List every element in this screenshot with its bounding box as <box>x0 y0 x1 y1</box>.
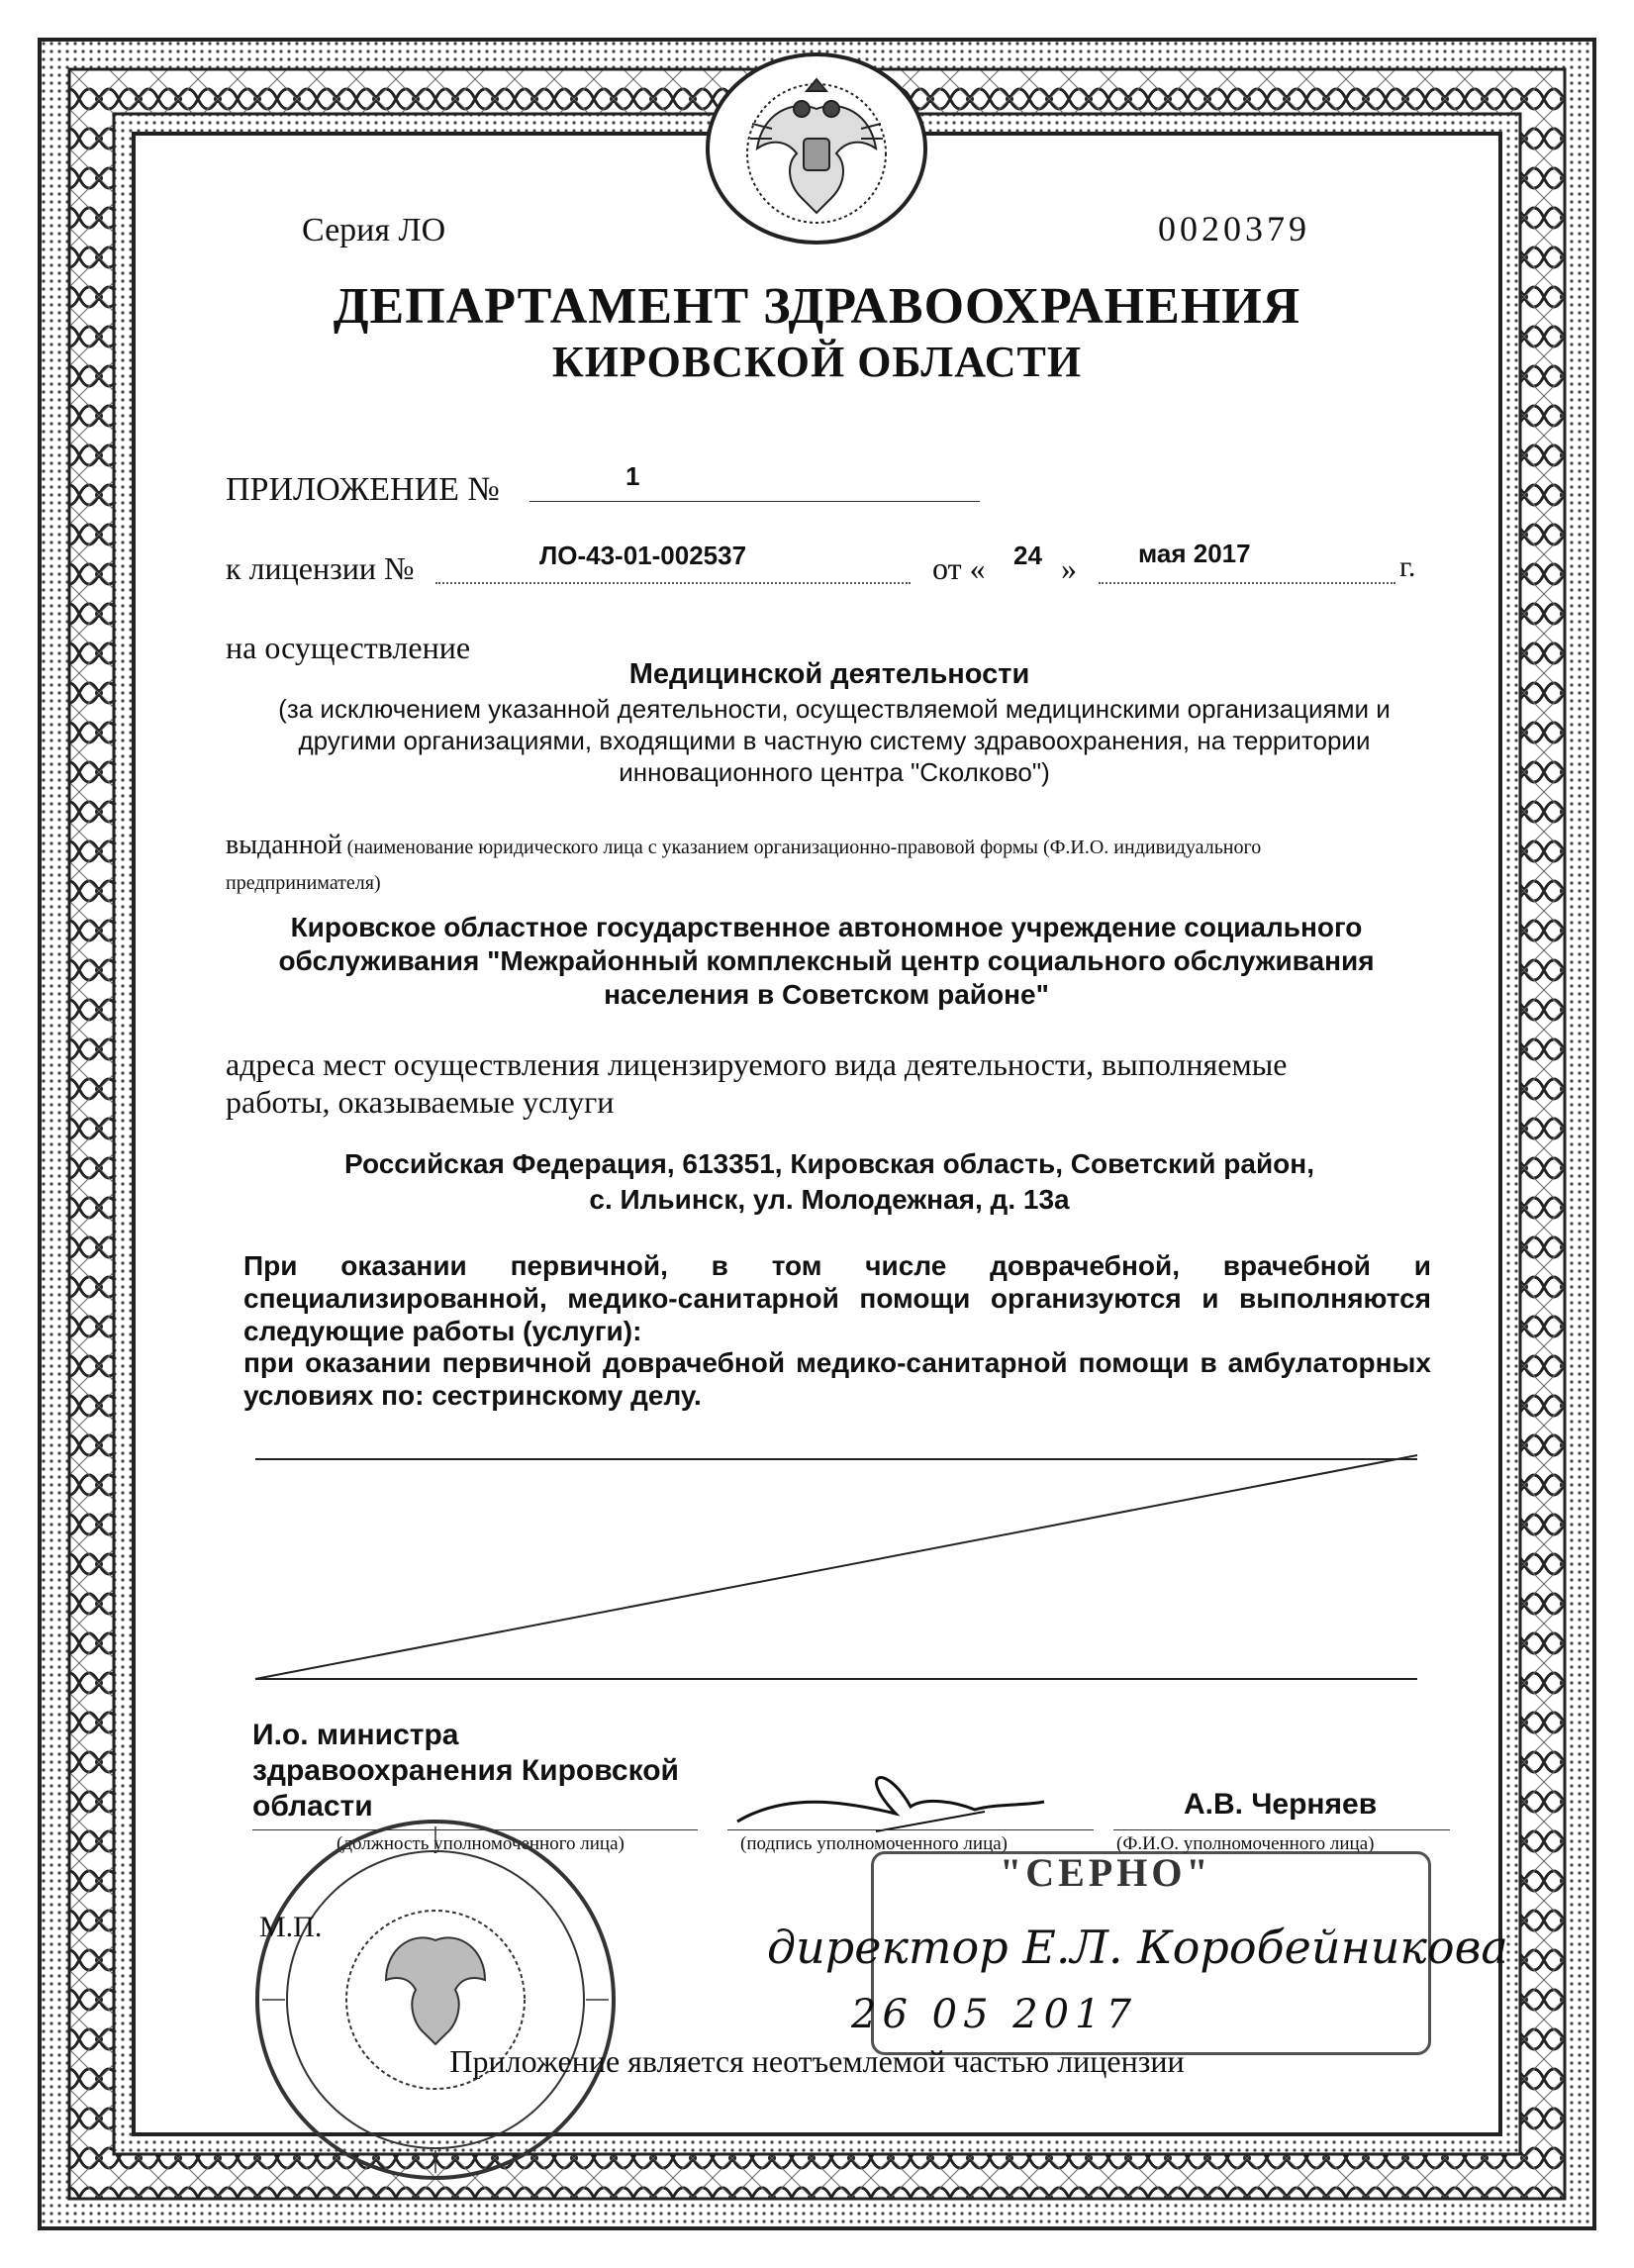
license-from-label: от « <box>932 550 986 586</box>
signature-caption: (подпись уполномоченного лица) <box>740 1833 1009 1854</box>
activity-label: на осуществление <box>226 630 471 665</box>
page-subtitle: КИРОВСКОЙ ОБЛАСТИ <box>551 338 1083 386</box>
appendix-number: 1 <box>625 461 640 491</box>
certification-stamp-text: "СЕРНО" <box>1000 1850 1212 1895</box>
position-line-3: области <box>252 1790 373 1823</box>
blank-number: 0020379 <box>1158 209 1310 248</box>
address-line-2: с. Ильинск, ул. Молодежная, д. 13а <box>589 1184 1070 1215</box>
name-caption: (Ф.И.О. уполномоченного лица) <box>1116 1833 1375 1854</box>
name-underline <box>1113 1829 1450 1830</box>
position-line-2: здравоохранения Кировской <box>252 1754 679 1787</box>
license-number: ЛО-43-01-002537 <box>539 541 747 570</box>
stamp-label: М.П. <box>259 1911 323 1943</box>
activity-description: (за исключением указанной деятельности, осуществляемой медицинскими организациями и другими организациями, входящими в частную систему здравоохранения, на территории инновационного центра "Сколково") <box>278 694 1391 787</box>
addresses-label: адреса мест осуществления лицензируемого вида деятельности, выполняемые работы, оказываемые услуги <box>226 1046 1288 1120</box>
handwritten-certification: директор Е.Л. Коробейникова <box>767 1921 1508 1974</box>
series-label: Серия ЛО <box>302 212 446 248</box>
services-paragraph-2: при оказании первичной доврачебной медико-санитарной помощи в амбулаторных условиях по: сестринскому делу. <box>243 1347 1431 1411</box>
position-caption: (должность уполномоченного лица) <box>336 1833 625 1854</box>
issued-to-label: выданной <box>226 830 342 860</box>
appendix-label: ПРИЛОЖЕНИЕ № <box>226 471 500 508</box>
official-seal-icon <box>247 1812 624 2188</box>
signature-underline <box>727 1829 1094 1830</box>
footer-note: Приложение является неотъемлемой частью лицензии <box>449 2043 1185 2079</box>
position-line-1: И.о. министра <box>252 1719 459 1751</box>
signatory-name: А.В. Черняев <box>1184 1788 1378 1821</box>
license-close-quote: » <box>1061 550 1077 586</box>
organization-name: Кировское областное государственное автономное учреждение социального обслуживания "Межрайонный комплексный центр социального обслуживания населения в Советском районе" <box>278 912 1375 1010</box>
activity-title: Медицинской деятельности <box>628 658 1030 690</box>
page-title: ДЕПАРТАМЕНТ ЗДРАВООХРАНЕНИЯ <box>333 278 1301 335</box>
services-paragraph-1: При оказании первичной, в том числе доврачебной, врачебной и специализированной, медико-санитарной помощи организуются и выполняются следующие работы (услуги): <box>243 1250 1431 1346</box>
license-year-suffix: г. <box>1399 550 1416 583</box>
license-label: к лицензии № <box>226 550 415 586</box>
license-month-year: мая 2017 <box>1138 539 1251 568</box>
address-line-1: Российская Федерация, 613351, Кировская область, Советский район, <box>344 1148 1314 1179</box>
issued-to-note: (наименование юридического лица с указанием организационно-правовой формы (Ф.И.О. индивидуального предпринимателя) <box>226 837 1262 894</box>
license-day: 24 <box>1013 541 1042 570</box>
handwritten-date: 26 05 2017 <box>851 1992 1138 2037</box>
